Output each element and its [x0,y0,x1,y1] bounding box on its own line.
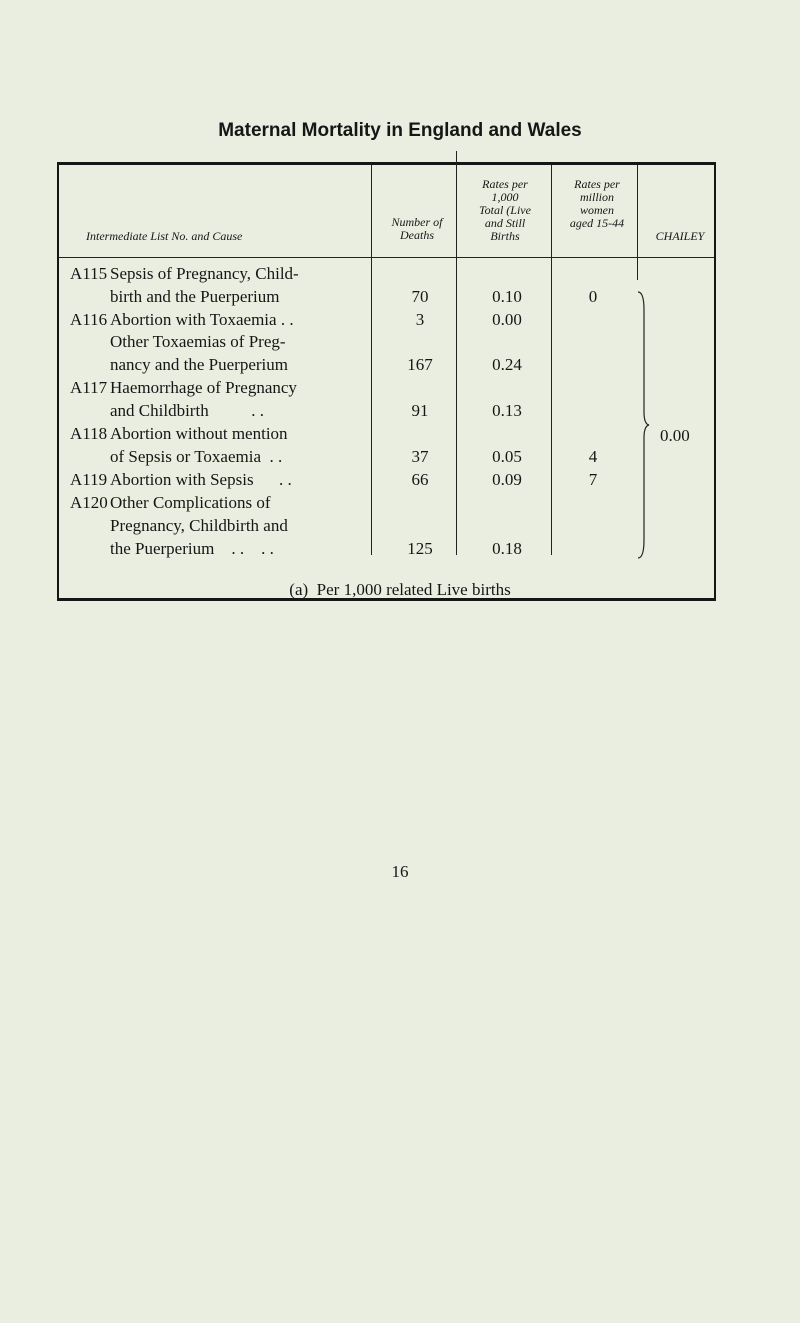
row-cause: Other Complications of [110,493,271,512]
row-rate: 0.00 [492,310,522,329]
grouping-brace [636,290,650,560]
row-cause: the Puerperium . . . . [110,539,274,558]
row-cause: Sepsis of Pregnancy, Child- [110,264,299,283]
row-cause: Pregnancy, Childbirth and [110,516,288,535]
row-rate: 0.10 [492,287,522,306]
header-rates-births: Rates per 1,000 Total (Live and Still Births [479,177,531,243]
row-cause: Abortion with Sepsis . . [110,470,292,489]
row-rate: 0.18 [492,539,522,558]
row-women: 7 [588,470,598,489]
col-separator [456,151,457,555]
row-women: 0 [588,287,598,306]
row-code: A116 [70,310,108,329]
row-code: A117 [70,378,108,397]
row-cause: Abortion without mention [110,424,288,443]
row-code: A119 [70,470,108,489]
row-code: A115 [70,264,108,283]
row-deaths: 3 [415,310,425,329]
row-rate: 0.24 [492,355,522,374]
row-cause: nancy and the Puerperium [110,355,288,374]
row-cause: and Childbirth . . [110,401,264,420]
row-women: 4 [588,447,598,466]
page-number: 16 [391,862,409,881]
row-cause: Abortion with Toxaemia . . [110,310,294,329]
row-rate: 0.09 [492,470,522,489]
row-deaths: 37 [411,447,429,466]
page-title: Maternal Mortality in England and Wales [218,120,582,141]
row-rate: 0.13 [492,401,522,420]
row-deaths: 70 [411,287,429,306]
row-deaths: 91 [411,401,429,420]
header-rule [59,257,714,258]
row-cause: Other Toxaemias of Preg- [110,332,286,351]
row-rate: 0.05 [492,447,522,466]
header-rates-women: Rates per million women aged 15-44 [569,177,625,230]
header-cause: Intermediate List No. and Cause [86,229,243,243]
row-deaths: 167 [407,355,433,374]
row-cause: birth and the Puerperium [110,287,280,306]
row-deaths: 125 [407,539,433,558]
row-cause: Haemorrhage of Pregnancy [110,378,297,397]
header-chailey: CHAILEY [655,229,705,243]
row-cause: of Sepsis or Toxaemia . . [110,447,283,466]
row-code: A118 [70,424,108,443]
header-deaths: Number of Deaths [391,215,443,242]
row-code: A120 [70,493,108,512]
footnote: (a) Per 1,000 related Live births [289,580,511,599]
row-deaths: 66 [411,470,429,489]
chailey-value: 0.00 [660,426,690,445]
